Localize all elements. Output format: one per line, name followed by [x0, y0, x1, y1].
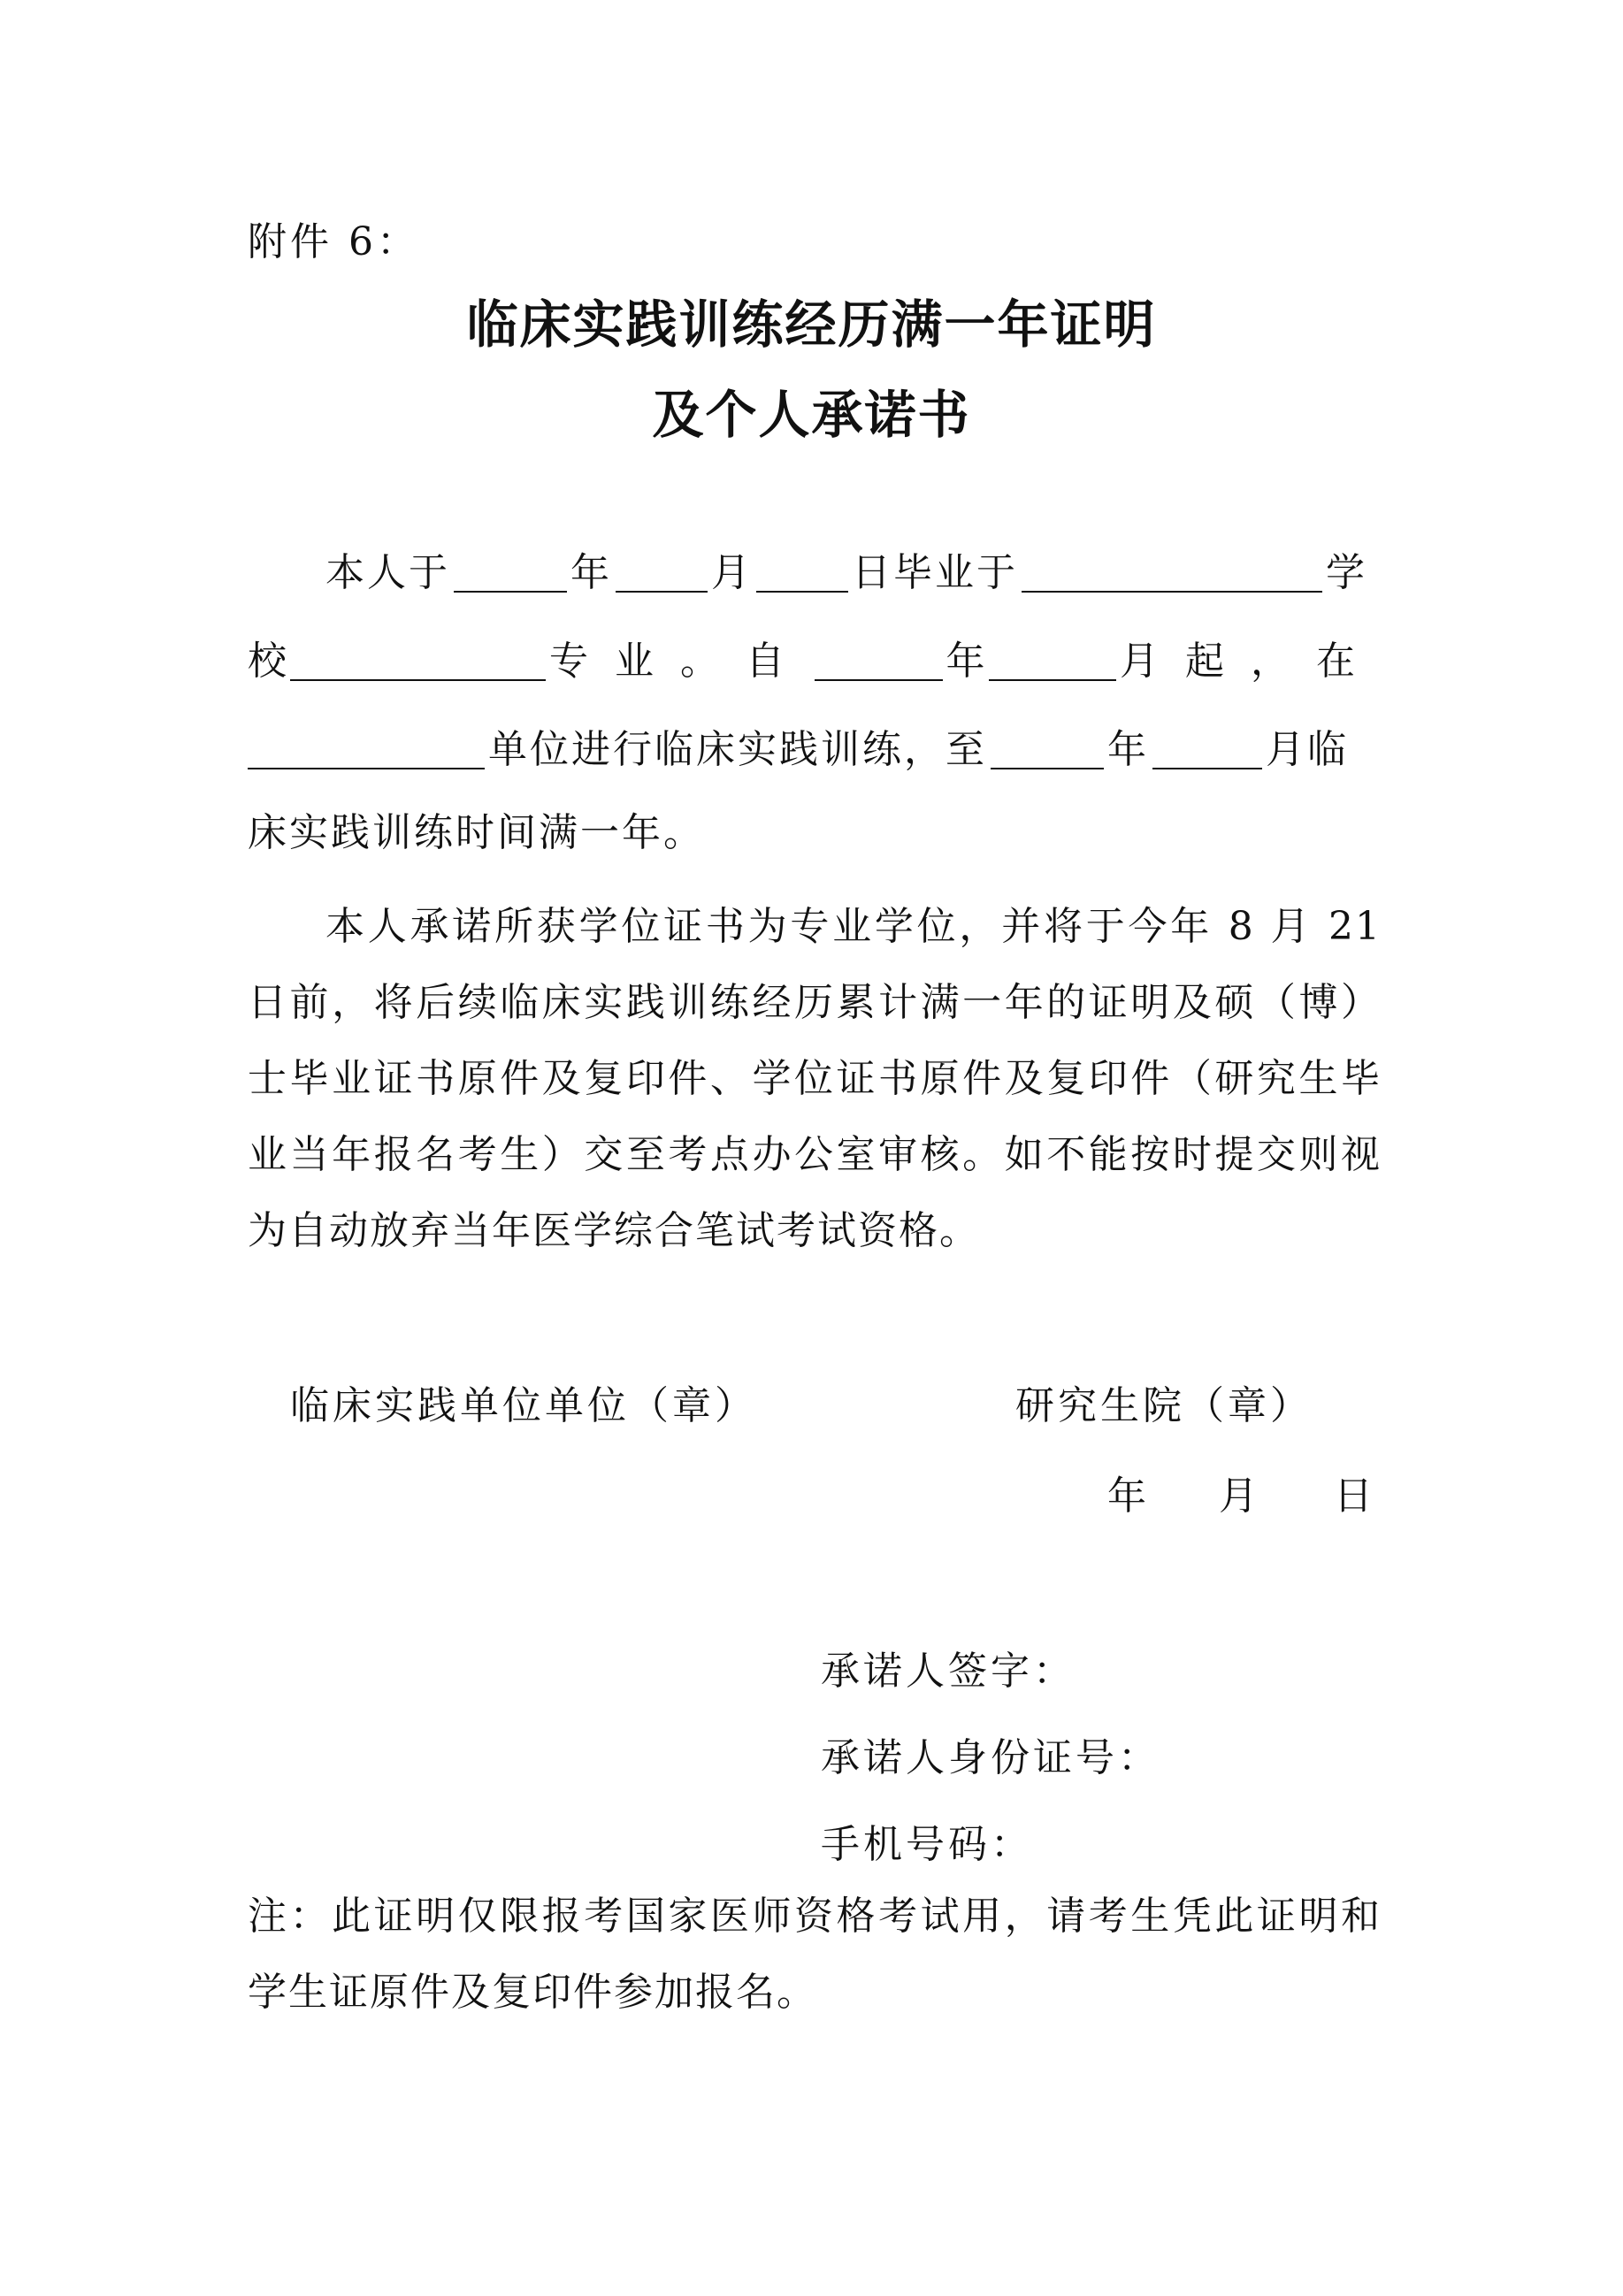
form-text: 月: [711, 550, 753, 595]
form-text: 年: [570, 550, 612, 595]
unit-seal-label: 临床实践单位单位（章）: [290, 1383, 757, 1428]
form-text: 本人于: [325, 550, 450, 595]
note-paragraph: 注：此证明仅限报考国家医师资格考试用，请考生凭此证明和学生证原件及复印件参加报名。: [248, 1894, 1382, 2015]
form-text: 学: [1326, 550, 1367, 595]
end-month-blank[interactable]: [1152, 732, 1262, 769]
form-text: 月临: [1266, 727, 1349, 772]
training-unit-blank[interactable]: [248, 732, 485, 769]
date-day-label: 日: [1334, 1473, 1376, 1519]
document-title-line2: 及个人承诺书: [652, 385, 971, 445]
commitment-paragraph: 本人承诺所获学位证书为专业学位，并将于今年 8 月 21 日前，将后续临床实践训练经历累计满一年的证明及硕（博）士毕业证书原件及复印件、学位证书原件及复印件（研究生毕业当年报名考生）交至考点办公室审核。如不能按时提交则视为自动放弃当年医学综合笔试考试资格。: [248, 904, 1382, 1253]
major-blank[interactable]: [290, 644, 546, 681]
phone-number-label: 手机号码：: [821, 1822, 1033, 1867]
date-year-label: 年: [1107, 1473, 1150, 1519]
graduate-school-seal-label: 研究生院（章）: [1015, 1383, 1313, 1428]
form-line-2: [248, 639, 1382, 684]
graduation-year-blank[interactable]: [454, 555, 567, 593]
form-line-1: [248, 550, 1382, 595]
form-text: 年: [1107, 727, 1149, 772]
form-text: 年: [945, 639, 985, 684]
document-title-line1: 临床实践训练经历满一年证明: [466, 295, 1157, 355]
start-year-blank[interactable]: [815, 644, 943, 681]
school-name-blank[interactable]: [1022, 555, 1322, 593]
end-year-blank[interactable]: [991, 732, 1104, 769]
form-text: 日毕业于: [852, 550, 1018, 595]
form-text: 校: [248, 639, 287, 684]
form-text: 月起，在: [1120, 639, 1382, 684]
graduation-month-blank[interactable]: [616, 555, 708, 593]
form-line-3: [248, 727, 1382, 772]
graduation-day-blank[interactable]: [756, 555, 848, 593]
form-text: 单位进行临床实践训练，至: [488, 727, 987, 772]
start-month-blank[interactable]: [989, 644, 1117, 681]
attachment-label: 附件 6：: [248, 219, 419, 264]
date-month-label: 月: [1219, 1473, 1261, 1519]
form-text: 床实践训练时间满一年。: [248, 810, 705, 855]
signer-signature-label: 承诺人签字：: [821, 1649, 1076, 1694]
form-line-4: [248, 810, 1382, 855]
form-text: 专业。自: [549, 639, 811, 684]
signer-id-number-label: 承诺人身份证号：: [821, 1735, 1160, 1780]
